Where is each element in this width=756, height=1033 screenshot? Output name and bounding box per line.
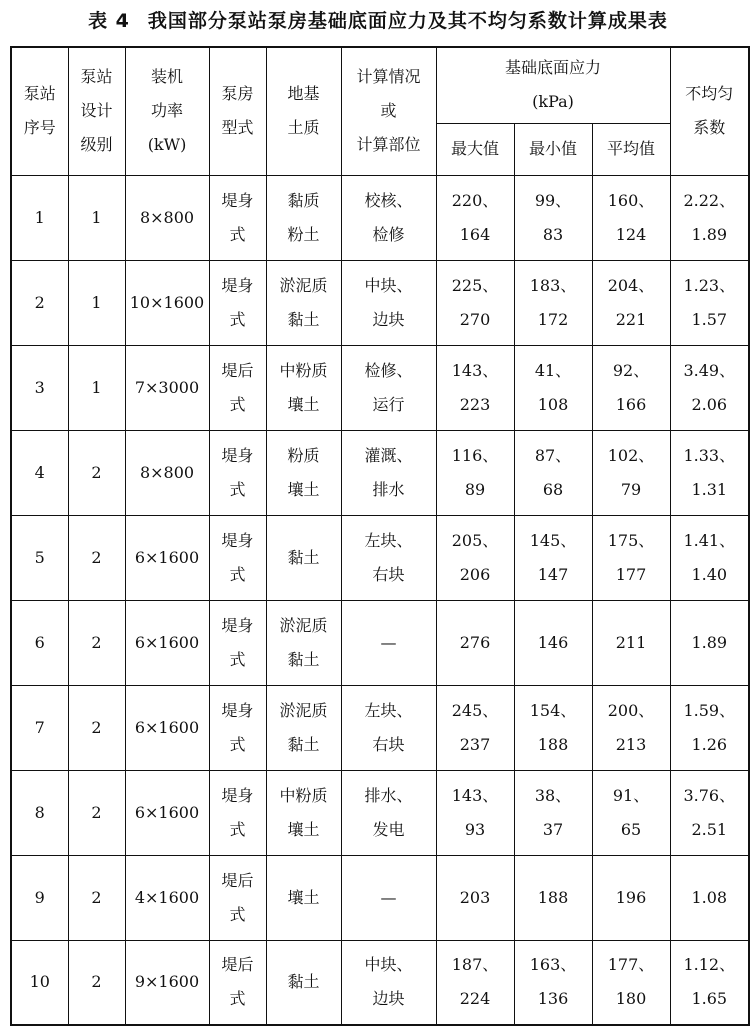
cell-calc-case: 校核、 检修	[341, 175, 436, 260]
cell-pumphouse-type: 堤身 式	[209, 175, 266, 260]
cell-nonuniform-coef: 1.08	[670, 855, 749, 940]
cell-station-no: 10	[11, 940, 68, 1025]
cell-nonuniform-coef: 1.89	[670, 600, 749, 685]
cell-min-stress: 154、 188	[514, 685, 592, 770]
cell-max-stress: 225、 270	[436, 260, 514, 345]
table-row	[11, 175, 749, 260]
header-installed-power: 装机 功率 (kW)	[125, 47, 209, 175]
cell-pumphouse-type: 堤身 式	[209, 260, 266, 345]
header-pumphouse-type: 泵房 型式	[209, 47, 266, 175]
cell-installed-power: 6×1600	[125, 600, 209, 685]
cell-max-stress: 245、 237	[436, 685, 514, 770]
cell-max-stress: 143、 223	[436, 345, 514, 430]
cell-design-grade: 2	[68, 430, 125, 515]
cell-pumphouse-type: 堤身 式	[209, 600, 266, 685]
cell-max-stress: 220、 164	[436, 175, 514, 260]
header-design-grade: 泵站 设计 级别	[68, 47, 125, 175]
table-row	[11, 770, 749, 855]
table-row	[11, 685, 749, 770]
cell-installed-power: 8×800	[125, 430, 209, 515]
cell-pumphouse-type: 堤身 式	[209, 685, 266, 770]
table-row	[11, 430, 749, 515]
cell-station-no: 5	[11, 515, 68, 600]
cell-avg-stress: 200、 213	[592, 685, 670, 770]
cell-installed-power: 9×1600	[125, 940, 209, 1025]
cell-avg-stress: 211	[592, 600, 670, 685]
cell-max-stress: 203	[436, 855, 514, 940]
cell-foundation-soil: 黏土	[266, 515, 341, 600]
cell-calc-case: 中块、 边块	[341, 940, 436, 1025]
table-row	[11, 515, 749, 600]
cell-installed-power: 8×800	[125, 175, 209, 260]
cell-station-no: 4	[11, 430, 68, 515]
cell-calc-case: —	[341, 600, 436, 685]
cell-station-no: 2	[11, 260, 68, 345]
cell-nonuniform-coef: 1.59、 1.26	[670, 685, 749, 770]
table-body	[11, 175, 749, 1025]
cell-design-grade: 2	[68, 515, 125, 600]
cell-foundation-soil: 淤泥质 黏土	[266, 685, 341, 770]
cell-design-grade: 2	[68, 685, 125, 770]
header-stress-group: 基础底面应力 (kPa)	[436, 47, 670, 123]
cell-installed-power: 6×1600	[125, 515, 209, 600]
header-row-1	[11, 47, 749, 123]
table-row	[11, 600, 749, 685]
cell-avg-stress: 92、 166	[592, 345, 670, 430]
cell-calc-case: 灌溉、 排水	[341, 430, 436, 515]
cell-pumphouse-type: 堤身 式	[209, 430, 266, 515]
header-avg: 平均值	[592, 123, 670, 175]
cell-installed-power: 6×1600	[125, 770, 209, 855]
cell-station-no: 1	[11, 175, 68, 260]
cell-station-no: 3	[11, 345, 68, 430]
cell-avg-stress: 91、 65	[592, 770, 670, 855]
cell-calc-case: 检修、 运行	[341, 345, 436, 430]
cell-foundation-soil: 中粉质 壤土	[266, 770, 341, 855]
cell-calc-case: 左块、 右块	[341, 685, 436, 770]
cell-foundation-soil: 中粉质 壤土	[266, 345, 341, 430]
cell-avg-stress: 196	[592, 855, 670, 940]
cell-foundation-soil: 淤泥质 黏土	[266, 600, 341, 685]
cell-min-stress: 145、 147	[514, 515, 592, 600]
table-row	[11, 260, 749, 345]
table-title: 我国部分泵站泵房基础底面应力及其不均匀系数计算成果表	[147, 10, 668, 32]
header-station-no: 泵站 序号	[11, 47, 68, 175]
cell-nonuniform-coef: 3.49、 2.06	[670, 345, 749, 430]
cell-station-no: 9	[11, 855, 68, 940]
cell-nonuniform-coef: 1.12、 1.65	[670, 940, 749, 1025]
cell-installed-power: 10×1600	[125, 260, 209, 345]
cell-design-grade: 2	[68, 855, 125, 940]
cell-min-stress: 146	[514, 600, 592, 685]
table-number: 表 4	[88, 10, 130, 32]
table-caption	[0, 6, 756, 33]
cell-design-grade: 2	[68, 600, 125, 685]
cell-min-stress: 183、 172	[514, 260, 592, 345]
cell-avg-stress: 175、 177	[592, 515, 670, 600]
header-max: 最大值	[436, 123, 514, 175]
cell-avg-stress: 177、 180	[592, 940, 670, 1025]
cell-min-stress: 41、 108	[514, 345, 592, 430]
cell-pumphouse-type: 堤后 式	[209, 345, 266, 430]
cell-nonuniform-coef: 1.41、 1.40	[670, 515, 749, 600]
cell-avg-stress: 204、 221	[592, 260, 670, 345]
header-calc-case: 计算情况 或 计算部位	[341, 47, 436, 175]
cell-installed-power: 4×1600	[125, 855, 209, 940]
cell-calc-case: —	[341, 855, 436, 940]
header-foundation-soil: 地基 土质	[266, 47, 341, 175]
cell-foundation-soil: 淤泥质 黏土	[266, 260, 341, 345]
table-row	[11, 345, 749, 430]
cell-foundation-soil: 粉质 壤土	[266, 430, 341, 515]
cell-design-grade: 2	[68, 770, 125, 855]
cell-station-no: 7	[11, 685, 68, 770]
cell-calc-case: 左块、 右块	[341, 515, 436, 600]
cell-min-stress: 87、 68	[514, 430, 592, 515]
cell-avg-stress: 160、 124	[592, 175, 670, 260]
cell-pumphouse-type: 堤后 式	[209, 855, 266, 940]
cell-station-no: 8	[11, 770, 68, 855]
cell-pumphouse-type: 堤身 式	[209, 770, 266, 855]
cell-avg-stress: 102、 79	[592, 430, 670, 515]
cell-nonuniform-coef: 1.33、 1.31	[670, 430, 749, 515]
cell-max-stress: 187、 224	[436, 940, 514, 1025]
cell-min-stress: 99、 83	[514, 175, 592, 260]
cell-foundation-soil: 壤土	[266, 855, 341, 940]
cell-pumphouse-type: 堤身 式	[209, 515, 266, 600]
table-row	[11, 855, 749, 940]
cell-design-grade: 1	[68, 175, 125, 260]
cell-nonuniform-coef: 1.23、 1.57	[670, 260, 749, 345]
cell-max-stress: 205、 206	[436, 515, 514, 600]
cell-calc-case: 中块、 边块	[341, 260, 436, 345]
cell-installed-power: 6×1600	[125, 685, 209, 770]
cell-design-grade: 1	[68, 260, 125, 345]
cell-max-stress: 116、 89	[436, 430, 514, 515]
cell-min-stress: 188	[514, 855, 592, 940]
cell-station-no: 6	[11, 600, 68, 685]
table-row	[11, 940, 749, 1025]
cell-nonuniform-coef: 2.22、 1.89	[670, 175, 749, 260]
cell-min-stress: 38、 37	[514, 770, 592, 855]
header-nonuniform-coef: 不均匀 系数	[670, 47, 749, 175]
cell-installed-power: 7×3000	[125, 345, 209, 430]
cell-max-stress: 276	[436, 600, 514, 685]
header-min: 最小值	[514, 123, 592, 175]
cell-nonuniform-coef: 3.76、 2.51	[670, 770, 749, 855]
stress-table	[10, 46, 750, 1026]
cell-max-stress: 143、 93	[436, 770, 514, 855]
cell-foundation-soil: 黏质 粉土	[266, 175, 341, 260]
cell-foundation-soil: 黏土	[266, 940, 341, 1025]
cell-calc-case: 排水、 发电	[341, 770, 436, 855]
cell-design-grade: 2	[68, 940, 125, 1025]
cell-design-grade: 1	[68, 345, 125, 430]
cell-pumphouse-type: 堤后 式	[209, 940, 266, 1025]
cell-min-stress: 163、 136	[514, 940, 592, 1025]
